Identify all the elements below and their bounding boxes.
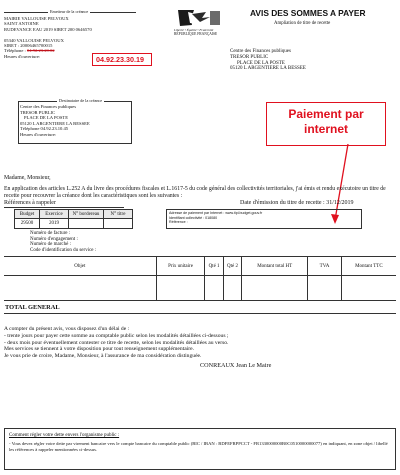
recipient-address xyxy=(20,104,90,138)
engagement-number-field: Numéro d'engagement : xyxy=(30,236,78,242)
references-label: Références à rappeler xyxy=(4,200,56,206)
ref-val-exercice: 2019 xyxy=(40,219,69,229)
market-number-field: Numéro de marché : xyxy=(30,242,71,248)
closing-line: Je vous prie de croire, Madame, Monsieur, à l'assurance de ma considération distinguée. xyxy=(4,353,202,360)
references-table xyxy=(14,209,133,229)
phone-correction: 04.92.23.30.19 xyxy=(96,55,144,64)
sender-address xyxy=(4,16,92,59)
col-qty1: Qté 1 xyxy=(205,257,223,276)
col-total-ht: Montant total HT xyxy=(242,257,308,276)
page-title: AVIS DES SOMMES A PAYER xyxy=(250,8,366,18)
sender-line: SIRET : 20006465700015 xyxy=(4,43,53,49)
total-general-label: TOTAL GENERAL xyxy=(4,301,396,314)
recipient-legend: Destinataire de la créance xyxy=(59,98,103,103)
internet-payment-box xyxy=(166,209,362,229)
col-total-ttc: Montant TTC xyxy=(341,257,396,276)
closing-text xyxy=(4,326,396,360)
finance-line: TRESOR PUBLIC xyxy=(230,54,269,60)
recipient-line: PLACE DE LA POSTE xyxy=(24,115,69,121)
table-row xyxy=(4,276,396,301)
phone-struck: 04.92.23.20.02 xyxy=(26,48,55,54)
footer-text: - Vous devez régler votre dette par virement bancaire vers le compte bancaire du comptable public (BIC / IBAN : BDFEFRPPCCT - FR1330000000B0C0510000000077) en indiquant, en zone objet / libellé les références à rappeler mentionnées ci-dessus. xyxy=(9,441,388,452)
closing-line: - trente jours pour payer cette somme au comptable public selon les modalités détaillées ci-dessous ; xyxy=(4,332,229,339)
phone-correction-box xyxy=(92,53,152,66)
sender-line: SAINT ANTOINE xyxy=(4,21,39,27)
internet-payment-annotation xyxy=(266,102,386,146)
footer-title: Comment régler votre dette envers l'organisme public : xyxy=(9,433,120,438)
recipient-line: Heures d'ouverture: xyxy=(20,131,57,137)
references-rule xyxy=(4,207,124,208)
annotation-line-2: internet xyxy=(303,122,348,136)
closing-line: - deux mois pour éventuellement contester ce titre de recette, selon les modalités détaillées au verso. xyxy=(4,339,229,346)
finance-line: 05120 L ARGENTIERE LA BESSEE xyxy=(230,66,306,72)
finance-line: Centre des Finances publiques xyxy=(230,49,291,54)
finance-line: PLACE DE LA POSTE xyxy=(237,60,285,66)
intro-paragraph: En application des articles L.252 A du livre des procédures fiscales et L.1617-5 du code général des collectivités territoriales, j'ai émis et rendu exécutoire un titre de recette pour recouvrer la créance dont les caractéristiques sont les suivantes : xyxy=(4,186,386,199)
total-row xyxy=(4,301,396,314)
service-code-field: Code d'identification du service : xyxy=(30,247,97,253)
ref-col-budget: Budget xyxy=(15,210,40,219)
marianne-logo-icon xyxy=(176,8,222,28)
footer-box xyxy=(4,428,396,470)
sender-line: MAIRIE VALLOUISE PELVOUX xyxy=(4,16,69,21)
annotation-line-1: Paiement par xyxy=(288,107,364,121)
republic-logo xyxy=(176,8,222,38)
closing-line: Mes services se tiennent à votre disposition pour tout renseignement supplémentaire. xyxy=(4,346,194,353)
recipient-line: 05120 L ARGENTIERE LA BESSEE xyxy=(20,120,90,126)
invoice-number-field: Numéro de facture : xyxy=(30,231,71,236)
recipient-line: Téléphone 04.92.23.10.45 xyxy=(20,126,69,132)
ref-col-titre: N° titre xyxy=(104,210,133,219)
logo-country: RÉPUBLIQUE FRANÇAISE xyxy=(174,32,218,36)
col-qty2: Qté 2 xyxy=(223,257,241,276)
sender-line: 05340 VALLOUISE PELVOUX xyxy=(4,37,64,43)
payment-address-line: Adresse de paiement par Internet : www.tipi.budget.gouv.fr xyxy=(169,211,263,215)
sender-hours: Heures d'ouverture: xyxy=(4,53,41,59)
greeting: Madame, Monsieur, xyxy=(4,175,51,181)
finance-center-address xyxy=(230,49,306,72)
recipient-line: TRESOR PUBLIC xyxy=(20,109,56,115)
col-unit-price: Prix unitaire xyxy=(156,257,205,276)
recipient-box xyxy=(18,98,132,144)
payment-id-line: Identifiant collectivité : 018080 xyxy=(169,215,218,220)
sender-line: RUDEVANCE EAU 2019 SIRET 200 0646570 xyxy=(4,26,92,32)
col-objet: Objet xyxy=(4,257,156,276)
items-table xyxy=(4,256,396,314)
logo-motto: Liberté • Égalité • Fraternité xyxy=(174,28,214,32)
emission-date: Date d'émission du titre de recette : 31/12/2019 xyxy=(240,200,354,206)
sender-phone: Téléphone : 04.92.23.20.02 xyxy=(4,48,55,54)
recipient-line: Centre des Finances publiques xyxy=(20,104,77,109)
ref-val-budget: 29500 xyxy=(15,219,40,229)
signature: CONREAUX Jean Le Maire xyxy=(200,362,272,369)
closing-line: A compter du présent avis, vous disposez d'un délai de : xyxy=(4,326,130,332)
invoice-fields xyxy=(30,231,96,253)
page-subtitle: Ampliation de titre de recette xyxy=(274,21,331,26)
col-tva: TVA xyxy=(308,257,342,276)
ref-val-bordereau xyxy=(69,219,104,229)
ref-col-exercice: Exercice xyxy=(40,210,69,219)
ref-val-titre xyxy=(104,219,133,229)
ref-col-bordereau: N° bordereau xyxy=(69,210,104,219)
payment-ref-line: Référence : xyxy=(169,220,188,225)
sender-legend: Emetteur de la créance xyxy=(50,9,89,14)
